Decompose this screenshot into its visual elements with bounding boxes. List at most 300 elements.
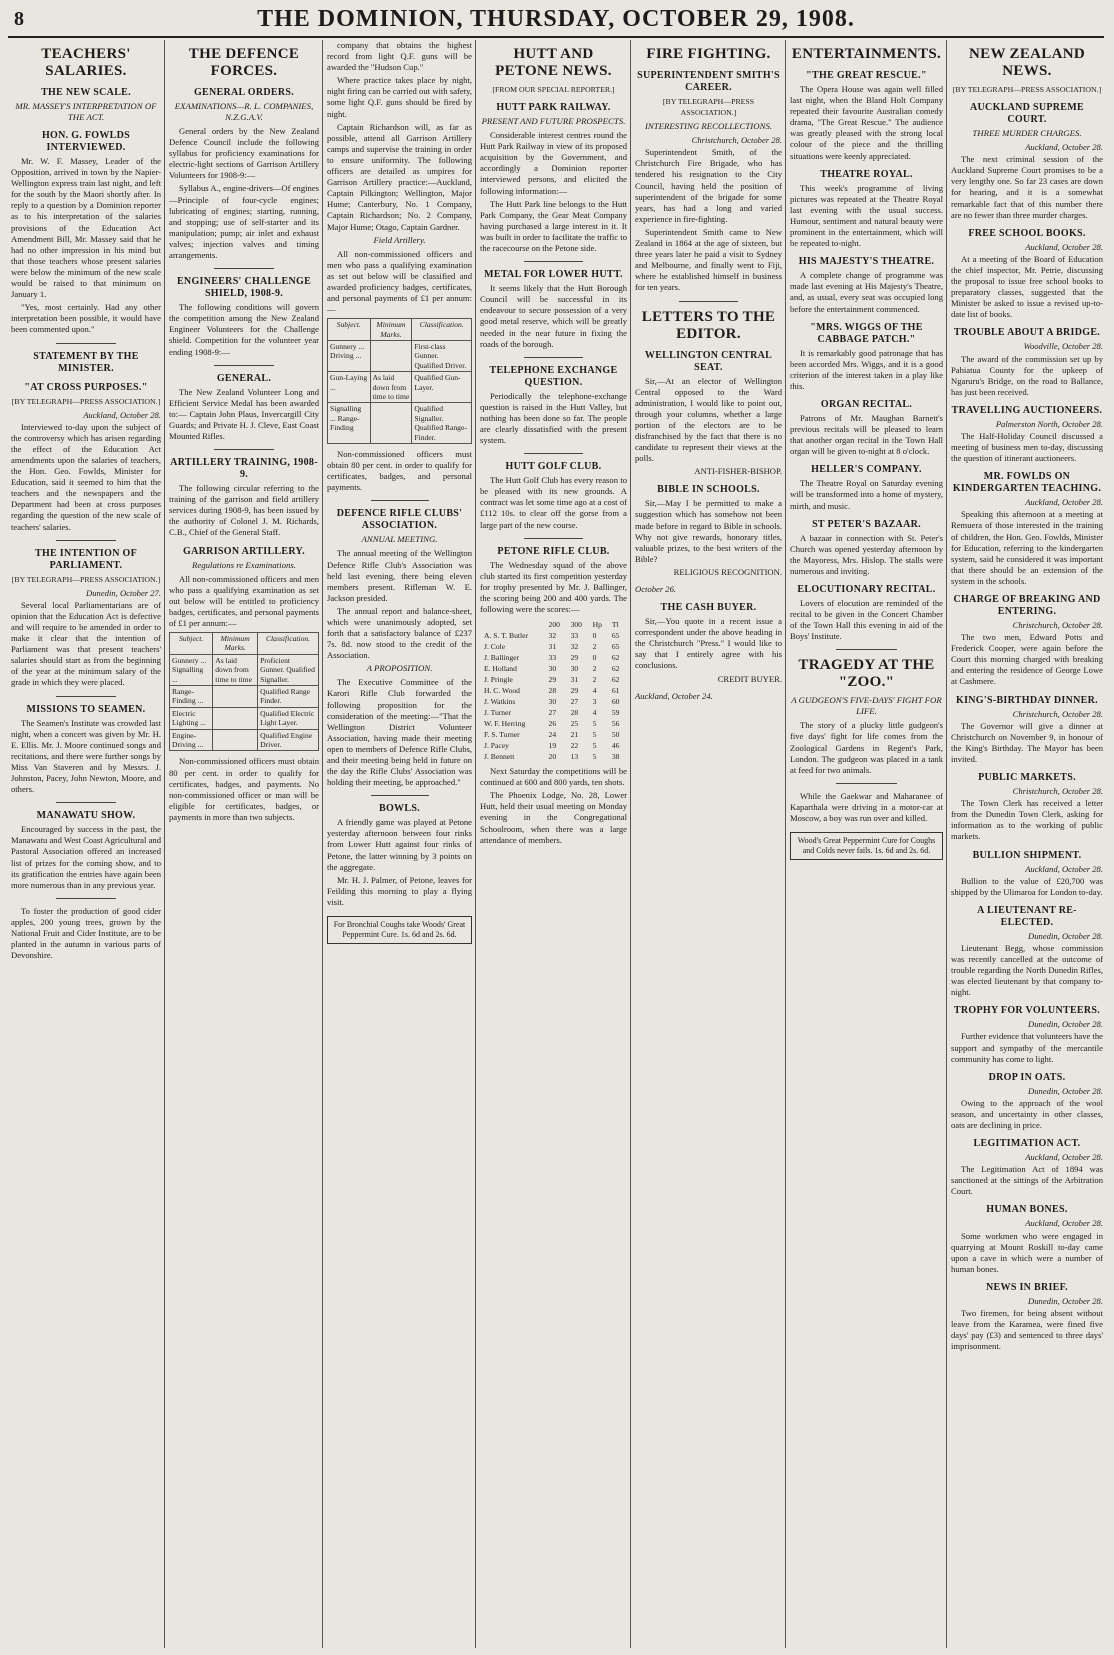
table-cell: 29: [570, 686, 579, 696]
subhead: Regulations re Examinations.: [191, 559, 296, 570]
table-header: Subject.: [328, 319, 371, 341]
article-paragraph: Several local Parliamentarians are of opinion that the Education Act is defective and will require to be amended in order to make it clear that the intention of Parliament was that present teachers' salaries should start as from the beginning of the year at the minimum salary of the grade in which they were placed.: [11, 599, 161, 688]
table-header: Subject.: [170, 633, 213, 655]
article-paragraph: The annual meeting of the Wellington Defence Rifle Club's Association was held last evening, there being eleven members present. Rifleman W. E. Jackson presided.: [327, 548, 472, 603]
newspaper-title: THE DOMINION, THURSDAY, OCTOBER 29, 1908.: [257, 6, 855, 32]
qualification-table: [169, 632, 319, 751]
subhead: ORGAN RECITAL.: [820, 398, 913, 410]
table-row: [482, 730, 625, 739]
table-cell: [370, 340, 412, 371]
subhead: HUTT PARK RAILWAY.: [496, 102, 611, 114]
article-paragraph: The award of the commission set up by Pahiatua County for the upkeep of Ngaruru's Bridge, on the road to Ballance, has just been received.: [951, 353, 1103, 397]
subhead: WELLINGTON CENTRAL SEAT.: [644, 349, 773, 373]
table-cell: Proficient Gunner. Qualified Signaller.: [258, 654, 319, 685]
article-paragraph: A friendly game was played at Petone yesterday afternoon between four rinks from Lower Hutt against four rinks of Petone, the latter winning by 3 points on the aggregate.: [327, 817, 472, 872]
article-paragraph: The Wednesday squad of the above club started its first competition yesterday for trophy presented by Mr. J. Ballinger, the scoring being 200 and 400 yards. The following were the scores:—: [480, 559, 627, 614]
table-cell: Qualified Gun-Layer.: [412, 372, 472, 403]
byline: [BY TELEGRAPH—PRESS ASSOCIATION.]: [952, 85, 1102, 94]
divider: [524, 357, 583, 358]
divider: [524, 261, 583, 262]
divider: [214, 449, 274, 450]
divider: [56, 343, 116, 344]
column-teachers-salaries: [8, 40, 164, 1648]
column-hutt-petone: [477, 40, 630, 1648]
table-header: Tl: [611, 620, 619, 630]
subhead: THREE MURDER CHARGES.: [972, 128, 1082, 139]
subhead: STATEMENT BY THE MINISTER.: [33, 350, 139, 374]
table-cell: 30: [570, 664, 579, 674]
article-paragraph: Mr. W. F. Massey, Leader of the Opposition, arrived in town by the Napier-Wellington express train last night, and left for the south by the Maori shortly after. In reply to a question by a Dominion reporter as to his interpretation of the salaries provisions of the Education Act Amendment Bill, Mr. Massey said that he had no other impression in his mind but that those teachers whose present salaries were below the minimum of the new scale would be raised to that minimum on January 1.: [11, 156, 161, 300]
table-cell: As laid down from time to time: [370, 372, 412, 403]
rifle-scores-body: [482, 631, 625, 761]
subhead: PETONE RIFLE CLUB.: [497, 545, 610, 557]
article-paragraph: Speaking this afternoon at a meeting at Remuera of those interested in the training of children, the Hon. Geo. Fowlds, Minister for Education, referring to the kindergarten system, said he considered it was important that there should be an extension of the system in the schools.: [951, 509, 1103, 586]
table-cell: 60: [611, 697, 620, 707]
article-paragraph: Where practice takes place by night, night firing can be carried out with safety, some light Q.F. guns should be fired by night.: [327, 75, 472, 119]
article-paragraph: "Yes, most certainly. Had any other interpretation been possible, it would have been commented upon.": [11, 302, 161, 335]
divider: [371, 500, 429, 501]
article-paragraph: The Phoenix Lodge, No. 28, Lower Hutt, held their usual meeting on Monday evening in the Congregational Schoolroom, when there was a large attendance of members.: [480, 790, 627, 845]
article-paragraph: General orders by the New Zealand Defence Council include the following syllabus for proficiency examinations for electric-light sections of Garrison Artillery Volunteers for 1908-9:—: [169, 126, 319, 181]
table-row: [170, 729, 319, 751]
table-cell: 31: [570, 675, 579, 685]
subhead: THE INTENTION OF PARLIAMENT.: [34, 547, 138, 571]
table-cell: 4: [592, 686, 597, 696]
subhead: NEWS IN BRIEF.: [986, 1281, 1068, 1293]
table-header: Classification.: [412, 319, 472, 341]
article-paragraph: Periodically the telephone-exchange question is raised in the Hutt Valley, but nothing has been done so far. The people are clearly dissatisfied with the present system.: [480, 390, 627, 446]
table-row: [482, 719, 625, 728]
subhead: MISSIONS TO SEAMEN.: [26, 703, 146, 715]
table-header: 200: [548, 620, 560, 630]
masthead: [8, 6, 1104, 38]
table-cell: J. Pringle: [484, 675, 513, 685]
subhead: PRESENT AND FUTURE PROSPECTS.: [481, 116, 626, 127]
table-cell: Qualified Range Finder.: [258, 686, 319, 708]
advertisement: For Bronchial Coughs take Woods' Great Peppermint Cure. 1s. 6d and 2s. 6d.: [327, 916, 472, 944]
headline-entertainments: ENTERTAINMENTS.: [791, 46, 942, 62]
subhead: PUBLIC MARKETS.: [978, 772, 1076, 784]
article-paragraph: The Opera House was again well filled last night, when the Bland Holt Company repeated their favourite Australian comedy drama, "The Great Rescue." The audience was greatly pleased with the strong local colour of the piece and the thrilling situations were keenly appreciated.: [790, 84, 943, 161]
article-paragraph: Two firemen, for being absent without leave from the Karamea, were fined five days' pay (£3) and sentenced to three days' imprisonment.: [951, 1308, 1103, 1352]
letter-paragraph: Sir,—You quote in a recent issue a correspondent under the above heading in the Christchurch "Press." I would like to say that I entirely agree with his conclusions.: [635, 616, 782, 671]
subhead: HELLER'S COMPANY.: [811, 464, 922, 476]
subhead: ELOCUTIONARY RECITAL.: [797, 584, 936, 595]
table-row: [482, 752, 625, 761]
divider: [56, 898, 116, 899]
table-cell: J. Ballinger: [484, 653, 520, 663]
subhead: A LIEUTENANT RE-ELECTED.: [977, 904, 1077, 928]
table-cell: 24: [548, 730, 557, 740]
divider: [836, 649, 897, 650]
divider: [679, 301, 738, 302]
subhead: Field Artillery.: [373, 234, 426, 245]
table-cell: 2: [592, 675, 597, 685]
table-cell: [213, 707, 258, 729]
table-cell: 62: [611, 653, 620, 663]
table-cell: 28: [548, 686, 557, 696]
article-paragraph: Superintendent Smith, of the Christchurch Fire Brigade, who has tendered his resignation to the City Council, having held the position of superintendent of the brigade for some years, has had a long and varied experience in fire-fighting.: [635, 147, 782, 224]
dateline: Christchurch, October 28.: [1012, 786, 1103, 797]
subhead: FREE SCHOOL BOOKS.: [968, 227, 1086, 239]
subhead: INTERESTING RECOLLECTIONS.: [644, 121, 773, 132]
article-paragraph: The story of a plucky little gudgeon's five days' fight for life comes from the Zoological Gardens in Regent's Park, London. The gudgeon was placed in a tank at feed for two animals.: [790, 720, 943, 775]
table-row: [328, 372, 472, 403]
subhead: "AT CROSS PURPOSES.": [24, 381, 148, 393]
byline: [BY TELEGRAPH—PRESS ASSOCIATION.]: [11, 574, 161, 584]
table-header: 300: [570, 620, 582, 630]
table-cell: 2: [592, 642, 597, 652]
article-paragraph: The following conditions will govern the competition among the New Zealand Engineer Volunteers for the Challenge shield. Competition for the volunteer year ending 1908-9:—: [169, 302, 319, 357]
subhead: DROP IN OATS.: [988, 1071, 1066, 1083]
dateline: Dunedin, October 28.: [1028, 930, 1103, 941]
table-header: Minimum Marks.: [370, 319, 412, 341]
article-paragraph: Lieutenant Begg, whose commission was recently cancelled at the outcome of trouble regarding the North Dunedin Rifles, was elected lieutenant by that company to-night.: [951, 942, 1103, 998]
dateline: Dunedin, October 28.: [1028, 1295, 1103, 1306]
headline-nz-news: NEW ZEALAND NEWS.: [969, 46, 1085, 79]
column-rule: [322, 40, 323, 1648]
column-rule: [164, 40, 165, 1648]
table-cell: Engine-Driving ...: [170, 729, 213, 751]
table-header: Minimum Marks.: [213, 633, 258, 655]
table-cell: 19: [548, 741, 557, 751]
subhead: MR. FOWLDS ON KINDERGARTEN TEACHING.: [952, 471, 1102, 495]
subhead: AUCKLAND SUPREME COURT.: [970, 102, 1084, 126]
table-cell: Electric Lighting ...: [170, 707, 213, 729]
table-cell: 38: [611, 752, 620, 762]
subhead: CHARGE OF BREAKING AND ENTERING.: [953, 594, 1101, 617]
page-number: 8: [14, 8, 24, 30]
table-cell: 32: [548, 631, 557, 641]
dateline: Palmerston North, October 28.: [995, 418, 1103, 429]
table-row: [482, 708, 625, 717]
rifle-scores-table: [480, 618, 627, 763]
table-cell: Qualified Engine Driver.: [258, 729, 319, 751]
subhead: EXAMINATIONS—R. L. COMPANIES, N.Z.G.A.V.: [174, 101, 314, 122]
article-paragraph: All non-commissioned officers and men who pass a qualifying examination as set out below will be classified and awarded proficiency badges, certificates, and personal payments of £1 per annum:—: [327, 248, 472, 315]
column-entertainments: [787, 40, 946, 1648]
letter-paragraph: Sir,—May I be permitted to make a suggestion which has somehow not been made before in regard to Bible in schools. Why not give rewards, honorary titles, valuable prizes, to the best writers of the Bible?: [635, 498, 782, 564]
subhead: BIBLE IN SCHOOLS.: [657, 484, 760, 496]
table-cell: 50: [611, 730, 620, 740]
table-cell: 30: [548, 697, 557, 707]
divider: [56, 802, 116, 803]
table-cell: 62: [611, 675, 620, 685]
article-paragraph: Non-commissioned officers must obtain 80 per cent. in order to qualify for certificates, badges, and personal payments.: [327, 449, 472, 493]
subhead: HON. G. FOWLDS INTERVIEWED.: [41, 130, 131, 153]
table-row: [482, 697, 625, 706]
dateline: Auckland, October 28.: [1025, 497, 1103, 508]
field-artillery-table: [327, 318, 472, 444]
headline-rifle-clubs: DEFENCE RIFLE CLUBS' ASSOCIATION.: [336, 508, 463, 532]
table-cell: [213, 729, 258, 751]
table-cell: Qualified Signaller. Qualified Range-Finder.: [412, 403, 472, 444]
dateline: Christchurch, October 28.: [1012, 708, 1103, 719]
table-cell: 21: [570, 730, 579, 740]
table-row: [482, 631, 625, 640]
table-cell: Gunnery ... Driving ...: [328, 340, 371, 371]
article-paragraph: Mr. H. J. Palmer, of Petone, leaves for Feilding this morning to play a flying visit.: [327, 874, 472, 907]
table-cell: 61: [611, 686, 620, 696]
table-cell: A. S. T. Butler: [484, 631, 529, 641]
article-paragraph: The Seamen's Institute was crowded last night, when a concert was given by Mr. H. E. Ellis. Mr. J. Moore continued songs and recitations, and there were further songs by Miss Van Staveren and by Messrs. J. Johnston, Pacey, John Newton, Moore, and others.: [11, 717, 161, 795]
table-cell: 65: [611, 631, 620, 641]
divider: [524, 538, 583, 539]
article-paragraph: Captain Richardson will, as far as possible, attend all Garrison Artillery camps and supervise the training in order to ensure uniformity. The following officers are detailed as umpires for Garrison Artillery practice:—Auckland, Captain Pilkington; Wellington, Major Hume; Canterbury, No. 1 Company, Captain Richardson; No. 2 Company, Major Hume; Otago, Captain Gardner.: [327, 121, 472, 232]
subhead: MR. MASSEY'S INTERPRETATION OF THE ACT.: [15, 101, 157, 122]
dateline: Dunedin, October 27.: [86, 587, 161, 598]
article-paragraph: company that obtains the highest record from light Q.F. guns will be awarded the "Hudson Cup.": [327, 40, 472, 73]
article-paragraph: A complete change of programme was made last evening at His Majesty's Theatre, and, as usual, every seat was occupied long before the entertainment commenced.: [790, 270, 943, 314]
table-cell: J. Bennett: [484, 752, 515, 762]
table-row: [482, 675, 625, 684]
dateline: Auckland, October 28.: [83, 409, 161, 420]
subhead: ENGINEERS' CHALLENGE SHIELD, 1908-9.: [176, 276, 312, 300]
column-rule: [475, 40, 476, 1648]
headline-teachers-salaries: TEACHERS' SALARIES.: [41, 46, 131, 79]
table-row: [170, 654, 319, 685]
subhead: ST PETER'S BAZAAR.: [812, 518, 921, 530]
headline-letters: LETTERS TO THE EDITOR.: [641, 308, 776, 342]
headline-tragedy-zoo: TRAGEDY AT THE "ZOO.": [798, 657, 935, 691]
subhead: "THE GREAT RESCUE.": [806, 70, 927, 81]
table-header: Classification.: [258, 633, 319, 655]
subhead: GENERAL ORDERS.: [193, 87, 295, 98]
table-row: [170, 707, 319, 729]
subhead: GARRISON ARTILLERY.: [183, 545, 305, 557]
subhead: GENERAL.: [216, 372, 272, 384]
article-paragraph: The next criminal session of the Auckland Supreme Court promises to be a very lengthy one. So far 23 cases are down for hearing, and it is a somewhat remarkable fact that of this number there are no fewer than three murder charges.: [951, 154, 1103, 220]
divider: [836, 783, 897, 784]
divider: [524, 453, 583, 454]
table-cell: J. Watkins: [484, 697, 516, 707]
article-paragraph: It seems likely that the Hutt Borough Council will be successful in its endeavour to secure possession of a very good metal reserve, which will be greatly needed in the near future in fixing the roads of the borough.: [480, 283, 627, 349]
article-paragraph: Lovers of elocution are reminded of the recital to be given in the Concert Chamber of the Town Hall this evening in aid of the Boys' Institute.: [790, 598, 943, 642]
dateline: Auckland, October 28.: [1025, 142, 1103, 153]
article-paragraph: The two men, Edward Potts and Frederick Cooper, were again before the Court this morning charged with breaking and entering the residence of George Lowe at Cashmere.: [951, 632, 1103, 687]
table-cell: 59: [611, 708, 620, 718]
byline: [BY TELEGRAPH—PRESS ASSOCIATION.]: [11, 396, 161, 406]
byline: [BY TELEGRAPH—PRESS ASSOCIATION.]: [662, 97, 755, 118]
table-cell: 29: [570, 653, 579, 663]
table-row: [328, 403, 472, 444]
table-cell: 27: [570, 697, 579, 707]
table-cell: Signalling ... Range-Finding: [328, 403, 371, 444]
letter-paragraph: Sir,—At an elector of Wellington Central opposed to the Ward administration, I would like to point out, through your columns, whether a large portion of the electors are to be disfranchised by the fact that there is no candidate to represent their views at the polls.: [635, 375, 782, 464]
table-cell: 3: [592, 697, 597, 707]
article-paragraph: The following circular referring to the training of the garrison and field artillery services during 1908-9, has been issued by the authority of Colonel J. M. Richards, C.B., Chief of the General Staff.: [169, 483, 319, 538]
headline-fire-fighting: FIRE FIGHTING.: [646, 46, 771, 62]
article-paragraph: It is remarkably good patronage that has been accorded Mrs. Wiggs, and it is a good criterion of the interest taken in a play like this.: [790, 347, 943, 391]
column-rule: [785, 40, 786, 1648]
dateline: Auckland, October 28.: [1025, 241, 1103, 252]
column-fire-fighting: [632, 40, 785, 1648]
table-cell: 32: [570, 642, 579, 652]
advertisement: Wood's Great Peppermint Cure for Coughs and Colds never fails. 1s. 6d and 2s. 6d.: [790, 832, 943, 860]
table-cell: Range-Finding ...: [170, 686, 213, 708]
dateline: Auckland, October 28.: [1025, 1218, 1103, 1229]
letter-signature: ANTI-FISHER-BISHOP.: [694, 466, 782, 477]
article-paragraph: The Executive Committee of the Karori Rifle Club forwarded the following proposition for the consideration of the meeting:—"That the Wellington District Volunteer Association, having made their meeting open to members of Defence Rifle Clubs, and their meeting being held in future on the day the Rifle Clubs' Association was holding their meeting, be approached.": [327, 677, 472, 788]
article-paragraph: The Half-Holiday Council discussed a meeting of business men to-day, discussing the question of itinerant auctioneers.: [951, 430, 1103, 464]
subhead: THEATRE ROYAL.: [820, 168, 913, 180]
dateline: Dunedin, October 28.: [1028, 1085, 1103, 1096]
table-row: [482, 642, 625, 651]
table-cell: J. Cole: [484, 642, 506, 652]
subhead: TRAVELLING AUCTIONEERS.: [951, 404, 1103, 416]
column-defence-forces: [166, 40, 322, 1648]
table-cell: 33: [570, 631, 579, 641]
subhead: LEGITIMATION ACT.: [973, 1138, 1081, 1150]
article-paragraph: While the Gaekwar and Maharanee of Kaparthala were driving in a motor-car at Moscow, a boy was run over and killed.: [790, 790, 943, 824]
article-paragraph: Some workmen who were engaged in quarrying at Mount Roskill to-day came upon a cave in which were a number of human bones.: [951, 1230, 1103, 1274]
table-header: [482, 620, 545, 629]
subhead: ARTILLERY TRAINING, 1908-9.: [170, 457, 318, 481]
table-cell: E. Holland: [484, 664, 517, 674]
table-cell: 5: [592, 730, 597, 740]
subhead: THE NEW SCALE.: [41, 87, 131, 98]
article-paragraph: The Governor will give a dinner at Christchurch on November 9, in honour of the King's Birthday. The Mayor has been invited.: [951, 720, 1103, 764]
article-paragraph: Further evidence that volunteers have the support and sympathy of the mercantile community has come to light.: [951, 1031, 1103, 1064]
article-paragraph: Syllabus A., engine-drivers—Of engines—Principle of four-cycle engines; lubricating of engines; starting, running, and stopping; use of self-starter and its manipulation; pump; air inlet and exhaust valves; injection valves and timing arrangements.: [169, 183, 319, 261]
divider: [56, 540, 116, 541]
dateline: Woodville, October 28.: [1023, 341, 1103, 352]
table-cell: J. Turner: [484, 708, 512, 718]
article-paragraph: The Town Clerk has received a letter from the Dunedin Town Clerk, asking for information as to the working of public markets.: [951, 798, 1103, 842]
column-defence-continued: [324, 40, 475, 1648]
subhead: KING'S-BIRTHDAY DINNER.: [956, 694, 1098, 706]
article-paragraph: The Hutt Golf Club has every reason to be pleased with its new grounds. A contract was let some time ago at a cost of £112 10s. to clear off the gorse from a large part of the new course.: [480, 475, 627, 530]
divider: [371, 795, 429, 796]
table-cell: H. C. Wood: [484, 686, 520, 696]
article-paragraph: Patrons of Mr. Maughan Barnett's previous recitals will be pleased to learn that another organ recital in the Town Hall organ will be given to-night at 8 o'clock.: [790, 412, 943, 457]
article-paragraph: All non-commissioned officers and men who pass a qualifying examination as set out below will be entitled to proficiency badges, certificates, and personal payments of £1 per annum:—: [169, 573, 319, 628]
divider: [214, 268, 274, 269]
article-paragraph: Bullion to the value of £20,700 was shipped by the Ulimaroa for London to-day.: [951, 875, 1103, 897]
table-cell: 2: [592, 664, 597, 674]
table-header: Hp: [592, 620, 602, 630]
article-paragraph: The annual report and balance-sheet, which were unanimously adopted, set forth that a satisfactory balance of £237 7s. 8d. now stood to the credit of the Association.: [327, 605, 472, 661]
subhead: A PROPOSITION.: [366, 663, 433, 674]
column-rule: [946, 40, 947, 1648]
dateline: Auckland, October 28.: [1025, 1152, 1103, 1163]
table-cell: As laid down from time to time: [213, 654, 258, 685]
table-cell: 33: [548, 653, 557, 663]
headline-hutt-petone: HUTT AND PETONE NEWS.: [495, 46, 612, 79]
subhead: ANNUAL MEETING.: [361, 534, 438, 545]
byline: [FROM OUR SPECIAL REPORTER.]: [492, 85, 615, 94]
table-row: [482, 664, 625, 673]
table-row: [328, 340, 472, 371]
table-row: [170, 686, 319, 708]
dateline: Dunedin, October 28.: [1028, 1019, 1103, 1030]
table-cell: 26: [548, 719, 557, 729]
subhead: A GUDGEON'S FIVE-DAYS' FIGHT FOR LIFE.: [791, 695, 942, 717]
table-row: [482, 741, 625, 750]
table-cell: J. Pacey: [484, 741, 509, 751]
table-cell: Qualified Electric Light Layer.: [258, 707, 319, 729]
table-cell: 27: [548, 708, 557, 718]
subhead: BULLION SHIPMENT.: [972, 849, 1082, 861]
table-cell: 13: [570, 752, 579, 762]
table-cell: W. F. Herring: [484, 719, 526, 729]
table-cell: 5: [592, 719, 597, 729]
article-paragraph: A bazaar in connection with St. Peter's Church was opened yesterday afternoon by the Mayoress, Mrs. Hislop. The stalls were numerous and inviting.: [790, 532, 943, 576]
table-cell: 5: [592, 741, 597, 751]
article-paragraph: The Theatre Royal on Saturday evening will be transformed into a home of mystery, mirth, and music.: [790, 478, 943, 511]
table-cell: Gunnery ... Signalling ...: [170, 654, 213, 685]
article-paragraph: The Legitimation Act of 1894 was sanctioned at the sittings of the Arbitration Court.: [951, 1164, 1103, 1197]
table-cell: 30: [548, 664, 557, 674]
divider: [56, 696, 116, 697]
subhead: "MRS. WIGGS OF THE CABBAGE PATCH.": [810, 321, 923, 345]
table-cell: 5: [592, 752, 597, 762]
letter-date: October 26.: [635, 584, 677, 594]
subhead: HIS MAJESTY'S THEATRE.: [798, 256, 935, 268]
subhead: MANAWATU SHOW.: [36, 810, 136, 822]
dateline: Auckland, October 28.: [1025, 863, 1103, 874]
table-cell: 22: [570, 741, 579, 751]
table-cell: 62: [611, 664, 620, 674]
table-cell: 4: [592, 708, 597, 718]
table-cell: 0: [592, 653, 597, 663]
table-cell: 29: [548, 675, 557, 685]
table-cell: Gun-Laying ...: [328, 372, 371, 403]
table-cell: [370, 403, 412, 444]
table-cell: 31: [548, 642, 557, 652]
table-cell: 65: [611, 642, 620, 652]
table-cell: 28: [570, 708, 579, 718]
article-paragraph: Superintendent Smith came to New Zealand in 1864 at the age of sixteen, but three years later he paid a visit to Sydney and Melbourne, and finally went to Fiji, where he established himself in business for ten years.: [635, 226, 782, 293]
letter-date: Auckland, October 24.: [635, 690, 713, 701]
subhead: HUMAN BONES.: [986, 1204, 1068, 1216]
divider: [214, 365, 274, 366]
subhead: HUTT GOLF CLUB.: [505, 461, 602, 473]
letter-signature: RELIGIOUS RECOGNITION.: [673, 566, 782, 577]
headline-bowls: BOWLS.: [379, 803, 420, 815]
subhead: TROUBLE ABOUT A BRIDGE.: [953, 327, 1101, 339]
article-paragraph: Encouraged by success in the past, the Manawatu and West Coast Agricultural and Pastoral Association offered an increased list of prizes for the coming show, and to its gratification the entries have again been more numerous than in any previous year.: [11, 824, 161, 890]
table-cell: 25: [570, 719, 579, 729]
dateline: Christchurch, October 28.: [1012, 620, 1103, 630]
letter-signature: CREDIT BUYER.: [717, 673, 782, 684]
table-cell: F. S. Turner: [484, 730, 520, 740]
table-cell: 56: [611, 719, 620, 729]
subhead: THE CASH BUYER.: [660, 602, 757, 614]
article-paragraph: Non-commissioned officers must obtain 80 per cent. in order to qualify for certificates, badges, and payments. No non-commissioned officer or man will be eligible for certificates, badges, or payments in more than two subjects.: [169, 756, 319, 822]
table-row: [482, 686, 625, 695]
table-cell: First-class Gunner. Qualified Driver.: [412, 340, 472, 371]
article-paragraph: At a meeting of the Board of Education the chief inspector, Mr. Petrie, discussing the proposal to issue free school books to preparatory classes, suggested that the Minister be asked to issue a revised up-to-date list of books.: [951, 253, 1103, 320]
article-paragraph: The New Zealand Volunteer Long and Efficient Service Medal has been awarded to:— Captain John Plaus, Invercargill City Guards; and Private H. J. Cleve, East Coast Mounted Rifles.: [169, 386, 319, 441]
subhead: TROPHY FOR VOLUNTEERS.: [953, 1005, 1101, 1017]
article-paragraph: Considerable interest centres round the Hutt Park Railway in view of its proposed acquisition by the Government, and accordingly a Dominion reporter interviewed persons, and elicited the following information:—: [480, 130, 627, 196]
article-paragraph: Next Saturday the competitions will be continued at 600 and 800 yards, ten shots.: [480, 766, 627, 788]
subhead: TELEPHONE EXCHANGE QUESTION.: [489, 364, 618, 388]
headline-defence-forces: THE DEFENCE FORCES.: [188, 46, 300, 79]
article-paragraph: To foster the production of good cider apples, 200 young trees, grown by the National Fruit and Cider Institute, are to be planted in the autumn in various parts of Devonshire.: [11, 905, 161, 961]
column-new-zealand-news: [948, 40, 1106, 1648]
table-cell: 46: [611, 741, 620, 751]
table-cell: [213, 686, 258, 708]
article-paragraph: This week's programme of living pictures was repeated at the Theatre Royal last evening with the usual success. Humour, sentiment and natural beauty were prominent in the entertainment, which will be repeated to-night.: [790, 182, 943, 249]
subhead: METAL FOR LOWER HUTT.: [484, 269, 623, 281]
dateline: Christchurch, October 28.: [691, 135, 782, 146]
table-cell: 20: [548, 752, 557, 762]
article-paragraph: Owing to the approach of the wool season, and uncertainty in other classes, oats are declining in price.: [951, 1097, 1103, 1130]
table-row: [482, 653, 625, 662]
article-paragraph: The Hutt Park line belongs to the Hutt Park Company, the Gear Meat Company having purchased a large interest in it. It was built in order to facilitate the traffic to the racecourse on the Petone side.: [480, 198, 627, 254]
